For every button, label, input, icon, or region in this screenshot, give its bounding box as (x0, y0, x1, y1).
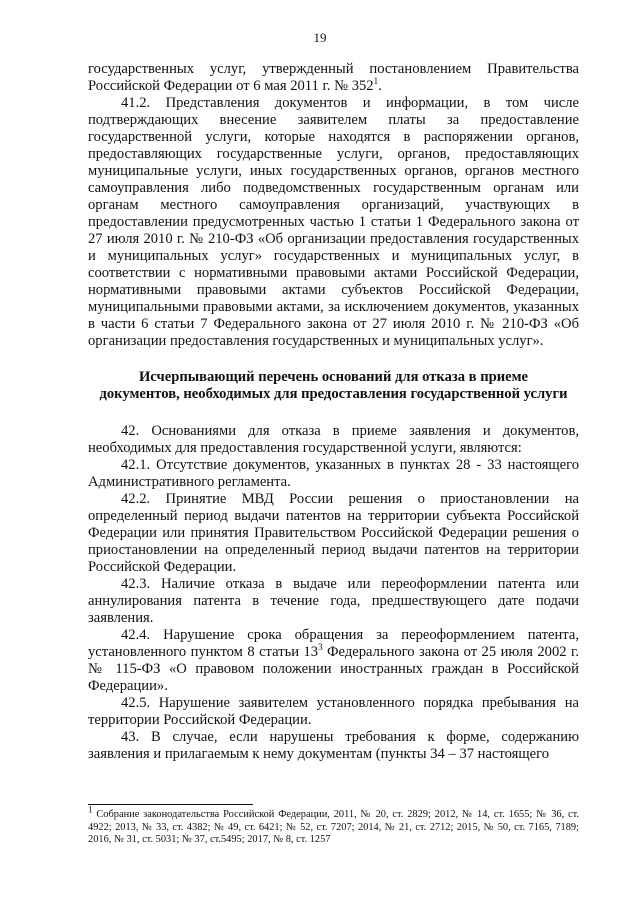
paragraph-42-3: 42.3. Наличие отказа в выдаче или переоформлении патента или аннулирования патента в течение года, предшествующего дате подачи заявления. (88, 576, 579, 626)
paragraph-end: . (378, 78, 382, 94)
footnote-body: Собрание законодательства Российской Федерации, 2011, № 20, ст. 2829; 2012, № 14, ст. 1655; № 36, ст. 4922; 2013, № 33, ст. 4382; № 49, ст. 6421; № 52, ст. 7207; 2014, № 21, ст. 2712; 2015, № 50, ст. 7165, 7189; 2016, № 31, ст. 5031; № 37, ст.5495; 2017, № 8, ст. 1257 (88, 809, 579, 845)
footnote (88, 804, 579, 847)
footnote-divider (88, 804, 253, 805)
page-number: 19 (313, 30, 327, 45)
paragraph-text: 42.4. Нарушение срока обращения за переоформлением патента, установленного пунктом 8 статьи 13 (88, 627, 579, 660)
paragraph-42-5: 42.5. Нарушение заявителем установленного порядка пребывания на территории Российской Федерации. (88, 695, 579, 728)
section-heading-line-1: Исчерпывающий перечень оснований для отказа в приеме (138, 369, 529, 385)
paragraph-text: Федерального закона от 25 июля 2002 г. № 115-ФЗ «О правовом положении иностранных граждан в Российской Федерации». (88, 644, 579, 694)
footnote-reference: 1 (373, 76, 379, 87)
section-heading (88, 369, 579, 403)
footnote-marker: 1 (88, 804, 93, 815)
paragraph-42-2: 42.2. Принятие МВД России решения о приостановлении на определенный период выдачи патентов на территории субъекта Российской Федерации или принятия Правительством Российской Федерации решения о приостановлении на определенный период выдачи патентов на территории Российской Федерации. (88, 491, 579, 575)
paragraph-continuation (88, 61, 579, 95)
footnote-text (88, 804, 579, 847)
section-heading-line-2: документов, необходимых для предоставления государственной услуги (99, 386, 568, 402)
superscript-3: 3 (318, 642, 323, 653)
paragraph-42: 42. Основаниями для отказа в приеме заявления и документов, необходимых для предоставления государственной услуги, являются: (88, 423, 579, 456)
paragraph-text: государственных услуг, утвержденный постановлением Правительства Российской Федерации от 6 мая 2011 г. № 352 (88, 61, 579, 94)
paragraph-42-1: 42.1. Отсутствие документов, указанных в пунктах 28 - 33 настоящего Административного регламента. (88, 457, 579, 490)
body-text (88, 61, 579, 763)
paragraph-41-2: 41.2. Представления документов и информации, в том числе подтверждающих внесение заявителем платы за предоставление государственной услуги, которые находятся в распоряжении органов, предоставляющих государственные услуги, органов, предоставляющих муниципальные услуги, иных государственных органов, органов местного самоуправления либо подведомственных государственным органам или органам местного самоуправления организаций, участвующих в предоставлении предусмотренных частью 1 статьи 1 Федерального закона от 27 июля 2010 г. № 210-ФЗ «Об организации предоставления государственных и муниципальных услуг» государственных и муниципальных услуг, в соответствии с нормативными правовыми актами Российской Федерации, нормативными правовыми актами субъектов Российской Федерации, муниципальными правовыми актами, за исключением документов, указанных в части 6 статьи 7 Федерального закона от 27 июля 2010 г. № 210-ФЗ «Об организации предоставления государственных и муниципальных услуг». (88, 95, 579, 349)
paragraph-43: 43. В случае, если нарушены требования к форме, содержанию заявления и прилагаемым к нему документам (пункты 34 – 37 настоящего (88, 729, 579, 762)
paragraph-42-4 (88, 627, 579, 695)
